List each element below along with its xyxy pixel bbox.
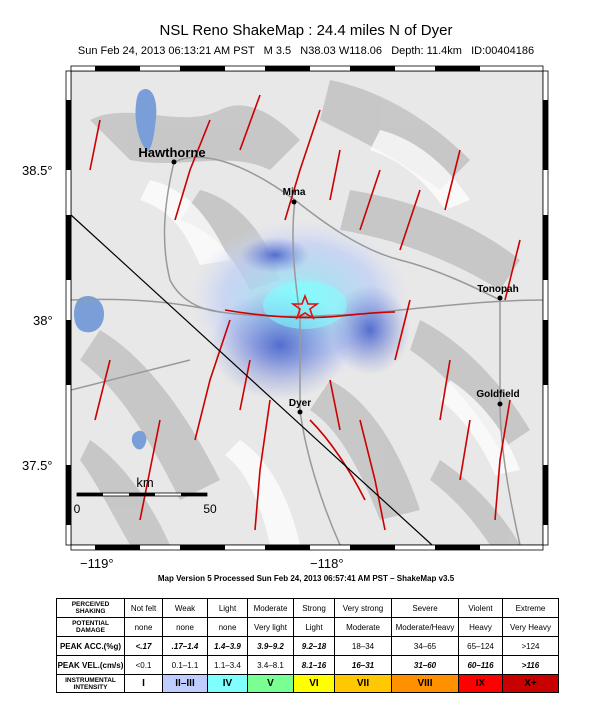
legend-header: PERCEIVED SHAKING (57, 599, 125, 618)
intensity-swatch: VIII (392, 675, 459, 693)
intensity-swatch: IV (208, 675, 248, 693)
legend-cell: 1.4–3.9 (208, 637, 248, 656)
legend-cell: >124 (503, 637, 559, 656)
legend-cell: 0.1–1.1 (163, 656, 208, 675)
legend-cell: Moderate/Heavy (392, 618, 459, 637)
legend-cell: 3.4–8.1 (248, 656, 294, 675)
scale-end: 50 (203, 502, 217, 516)
lat-label-37-5: 37.5° (22, 458, 53, 473)
legend-cell: 1.1–3.4 (208, 656, 248, 675)
legend-cell: Violent (459, 599, 503, 618)
legend-cell: <0.1 (125, 656, 163, 675)
legend-row-vel (57, 656, 559, 675)
legend-cell: none (208, 618, 248, 637)
legend-cell: 18–34 (335, 637, 392, 656)
legend-cell: Moderate (335, 618, 392, 637)
legend-cell: Moderate (248, 599, 294, 618)
legend-cell: Heavy (459, 618, 503, 637)
legend-cell: 34–65 (392, 637, 459, 656)
legend-row-acc (57, 637, 559, 656)
intensity-swatch: II–III (163, 675, 208, 693)
legend-cell: 8.1–16 (294, 656, 335, 675)
legend-cell: >116 (503, 656, 559, 675)
legend-row-shaking (57, 599, 559, 618)
legend-cell: Strong (294, 599, 335, 618)
legend-cell: 16–31 (335, 656, 392, 675)
legend-cell: 9.2–18 (294, 637, 335, 656)
legend-cell: Very light (248, 618, 294, 637)
legend-cell: 3.9–9.2 (248, 637, 294, 656)
legend-cell: Light (208, 599, 248, 618)
city-label: Tonopah (477, 284, 519, 295)
legend-cell: 31–60 (392, 656, 459, 675)
city-label: Goldfield (476, 389, 520, 400)
legend-cell: Light (294, 618, 335, 637)
legend-cell: 60–116 (459, 656, 503, 675)
legend-cell: Very strong (335, 599, 392, 618)
lat-label-38: 38° (33, 313, 53, 328)
event-info: Sun Feb 24, 2013 06:13:21 AM PST M 3.5 N38.03 W118.06 Depth: 11.4km ID:00404186 (77, 45, 535, 57)
intensity-swatch: V (248, 675, 294, 693)
map-version: Map Version 5 Processed Sun Feb 24, 2013 06:57:41 AM PST – ShakeMap v3.5 (157, 574, 455, 583)
legend-cell: 65–124 (459, 637, 503, 656)
lon-label-119: −119° (80, 556, 114, 571)
legend-header: POTENTIAL DAMAGE (57, 618, 125, 637)
scale-unit: km (136, 475, 154, 490)
intensity-legend-table (56, 598, 559, 693)
intensity-swatch: VII (335, 675, 392, 693)
legend-cell: <.17 (125, 637, 163, 656)
scale-start: 0 (73, 502, 81, 516)
legend-cell: Weak (163, 599, 208, 618)
legend-header: PEAK ACC.(%g) (57, 637, 125, 656)
mono-lake (74, 296, 104, 332)
legend-cell: Not felt (125, 599, 163, 618)
intensity-swatch: I (125, 675, 163, 693)
legend-cell: Very Heavy (503, 618, 559, 637)
legend-header: PEAK VEL.(cm/s) (57, 656, 125, 675)
legend-cell: Severe (392, 599, 459, 618)
legend-row-damage (57, 618, 559, 637)
map-title: NSL Reno ShakeMap : 24.4 miles N of Dyer (159, 22, 453, 39)
legend-cell: none (125, 618, 163, 637)
legend-row-intensity (57, 675, 559, 693)
intensity-swatch: IX (459, 675, 503, 693)
intensity-swatch: X+ (503, 675, 559, 693)
legend-cell: .17–1.4 (163, 637, 208, 656)
city-label: Dyer (288, 398, 312, 409)
lon-label-118: −118° (310, 556, 344, 571)
lat-label-38-5: 38.5° (22, 163, 53, 178)
intensity-swatch: VI (294, 675, 335, 693)
city-label: Mina (282, 187, 306, 198)
legend-header: INSTRUMENTAL INTENSITY (57, 675, 125, 693)
legend-cell: Extreme (503, 599, 559, 618)
legend-cell: none (163, 618, 208, 637)
city-label: Hawthorne (138, 145, 206, 160)
